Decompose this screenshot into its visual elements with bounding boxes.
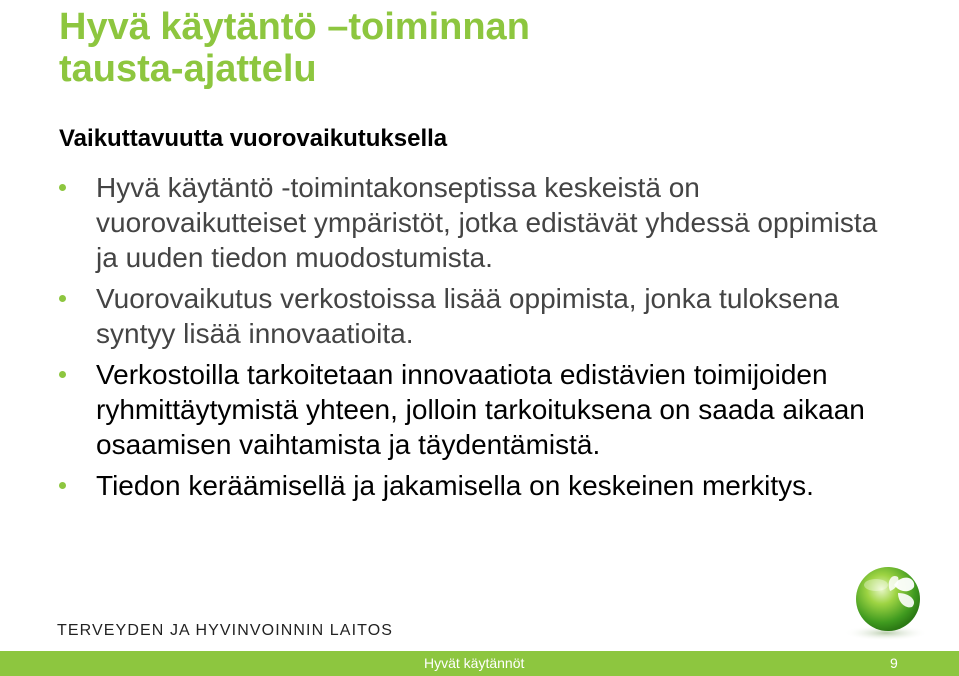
bullet-item: [59, 281, 879, 351]
bullet-text: Hyvä käytäntö -toimintakonseptissa keskeistä on vuorovaikutteiset ympäristöt, jotka edistävät yhdessä oppimista ja uuden tiedon muodostumista.: [96, 172, 878, 273]
bullet-item: [59, 468, 879, 503]
green-dot-icon: [59, 482, 66, 489]
slide-title-line-1: Hyvä käytäntö –toiminnan: [59, 6, 530, 48]
slide-subtitle: Vaikuttavuutta vuorovaikutuksella: [59, 125, 448, 152]
bullet-text: Vuorovaikutus verkostoissa lisää oppimista, jonka tuloksena syntyy lisää innovaatioita.: [96, 283, 839, 349]
bullet-item: [59, 170, 879, 275]
slide-title: [59, 6, 939, 90]
slide-title-line-2: tausta-ajattelu: [59, 48, 317, 90]
green-dot-icon: [59, 184, 66, 191]
bullet-item: [59, 357, 879, 462]
footer-label: Hyvät käytännöt: [424, 655, 525, 671]
page-number: 9: [890, 655, 898, 671]
bullet-list: [59, 170, 879, 509]
green-dot-icon: [59, 371, 66, 378]
bullet-text: Tiedon keräämisellä ja jakamisella on keskeinen merkitys.: [96, 470, 814, 501]
green-dot-icon: [59, 295, 66, 302]
organization-logo-text: TERVEYDEN JA HYVINVOINNIN LAITOS: [57, 622, 394, 639]
green-orb-leaf-icon: [836, 563, 936, 643]
bullet-text: Verkostoilla tarkoitetaan innovaatiota edistävien toimijoiden ryhmittäytymistä yhteen, jolloin tarkoituksena on saada aikaan osaamisen vaihtamista ja täydentämistä.: [96, 359, 865, 460]
